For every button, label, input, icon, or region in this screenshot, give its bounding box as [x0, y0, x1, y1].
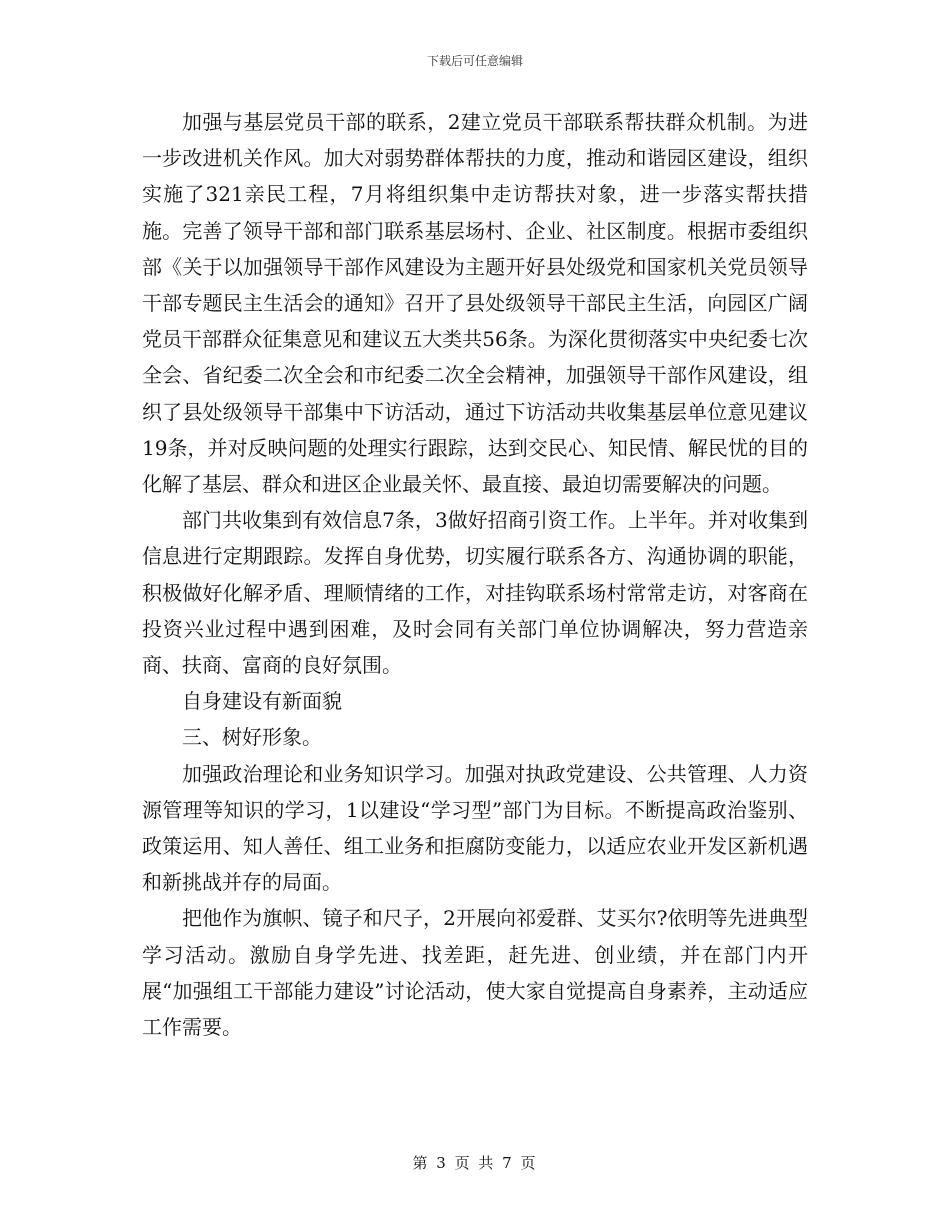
paragraph-3: 加强政治理论和业务知识学习。加强对执政党建设、公共管理、人力资源管理等知识的学习，1以建设“学习型”部门为目标。不断提高政治鉴别、政策运用、知人善任、组工业务和拒腐防变能力，以适应农业开发区新机遇和新挑战并存的局面。: [142, 761, 808, 895]
document-body: [142, 104, 808, 1045]
paragraph-2: 部门共收集到有效信息7条，3做好招商引资工作。上半年。并对收集到信息进行定期跟踪。发挥自身优势，切实履行联系各方、沟通协调的职能，积极做好化解矛盾、理顺情绪的工作，对挂钩联系场村常常走访，对客商在投资兴业过程中遇到困难，及时会同有关部门单位协调解决，努力营造亲商、扶商、富商的良好氛围。: [142, 508, 808, 678]
section-heading-self-building: 自身建设有新面貌: [182, 689, 342, 714]
page-header: 下载后可任意编辑: [426, 54, 523, 68]
paragraph-4: 把他作为旗帜、镜子和尺子，2开展向祁爱群、艾买尔?依明等先进典型学习活动。激励自身学先进、找差距，赶先进、创业绩，并在部门内开展“加强组工干部能力建设”讨论活动，使大家自觉提高自身素养，主动适应工作需要。: [142, 906, 808, 1040]
paragraph-1: 加强与基层党员干部的联系，2建立党员干部联系帮扶群众机制。为进一步改进机关作风。加大对弱势群体帮扶的力度，推动和谐园区建设，组织实施了321亲民工程，7月将组织集中走访帮扶对象，进一步落实帮扶措施。完善了领导干部和部门联系基层场村、企业、社区制度。根据市委组织部《关于以加强领导干部作风建设为主题开好县处级党和国家机关党员领导干部专题民主生活会的通知》召开了县处级领导干部民主生活，向园区广阔党员干部群众征集意见和建议五大类共56条。为深化贯彻落实中央纪委七次全会、省纪委二次全会和市纪委二次全会精神，加强领导干部作风建设，组织了县处级领导干部集中下访活动，通过下访活动共收集基层单位意见建议19条，并对反映问题的处理实行跟踪，达到交民心、知民情、解民忧的目的化解了基层、群众和进区企业最关怀、最直接、最迫切需要解决的问题。: [142, 110, 808, 497]
page-number-footer: 第 3 页 共 7 页: [412, 1154, 538, 1172]
section-heading-image: 三、树好形象。: [182, 725, 322, 750]
